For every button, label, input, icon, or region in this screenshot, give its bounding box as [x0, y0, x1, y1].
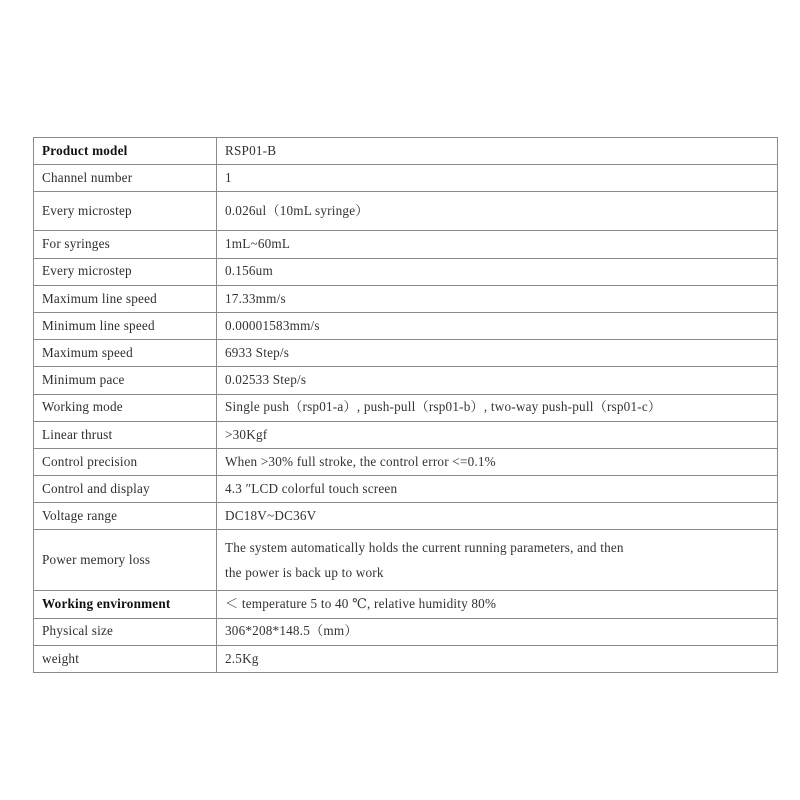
spec-value-cell: Single push（rsp01-a）, push-pull（rsp01-b）, two-way push-pull（rsp01-c）: [217, 394, 778, 421]
table-row: [34, 530, 778, 591]
spec-label-cell: Physical size: [34, 618, 217, 645]
specification-table-body: [34, 138, 778, 673]
spec-label-cell: weight: [34, 645, 217, 672]
spec-value-cell: 0.02533 Step/s: [217, 367, 778, 394]
spec-value-cell: 306*208*148.5（mm）: [217, 618, 778, 645]
table-row: [34, 231, 778, 258]
spec-label-cell: Voltage range: [34, 503, 217, 530]
table-row: [34, 192, 778, 231]
spec-label-cell: For syringes: [34, 231, 217, 258]
table-row: [34, 312, 778, 339]
table-row: [34, 394, 778, 421]
spec-value-line: The system automatically holds the current running parameters, and then: [225, 539, 624, 555]
spec-value-cell: [217, 530, 778, 591]
spec-value-cell: 2.5Kg: [217, 645, 778, 672]
table-row: [34, 367, 778, 394]
spec-value-cell: 1mL~60mL: [217, 231, 778, 258]
spec-value-cell: 4.3 ″LCD colorful touch screen: [217, 476, 778, 503]
table-row: [34, 285, 778, 312]
specification-sheet: [33, 137, 778, 673]
spec-label-cell: Linear thrust: [34, 421, 217, 448]
spec-label-cell: Channel number: [34, 165, 217, 192]
table-row: [34, 448, 778, 475]
spec-label-cell: Power memory loss: [34, 530, 217, 591]
spec-value-line: the power is back up to work: [225, 565, 384, 581]
spec-label-cell: Every microstep: [34, 192, 217, 231]
table-row: [34, 645, 778, 672]
spec-value-cell: 1: [217, 165, 778, 192]
spec-value-cell: 6933 Step/s: [217, 340, 778, 367]
spec-value-cell: 17.33mm/s: [217, 285, 778, 312]
table-row: [34, 591, 778, 618]
spec-label-cell: Control and display: [34, 476, 217, 503]
table-row: [34, 476, 778, 503]
table-row: [34, 258, 778, 285]
spec-label-cell: Every microstep: [34, 258, 217, 285]
spec-label-cell: Working mode: [34, 394, 217, 421]
spec-label-cell: Maximum speed: [34, 340, 217, 367]
table-row: [34, 165, 778, 192]
spec-value-cell: 0.156um: [217, 258, 778, 285]
spec-value-cell: DC18V~DC36V: [217, 503, 778, 530]
spec-label-cell: Minimum line speed: [34, 312, 217, 339]
spec-label-cell: Minimum pace: [34, 367, 217, 394]
spec-label-cell: Product model: [34, 138, 217, 165]
table-row: [34, 503, 778, 530]
spec-value-cell: 0.026ul（10mL syringe）: [217, 192, 778, 231]
spec-value-cell: ＜ temperature 5 to 40 ℃, relative humidity 80%: [217, 591, 778, 618]
spec-value-cell: 0.00001583mm/s: [217, 312, 778, 339]
spec-label-cell: Maximum line speed: [34, 285, 217, 312]
spec-label-cell: Working environment: [34, 591, 217, 618]
spec-value-cell: When >30% full stroke, the control error <=0.1%: [217, 448, 778, 475]
specification-table: [33, 137, 778, 673]
table-row: [34, 618, 778, 645]
table-row: [34, 340, 778, 367]
table-row: [34, 138, 778, 165]
spec-value-cell: RSP01-B: [217, 138, 778, 165]
spec-value-cell: >30Kgf: [217, 421, 778, 448]
table-row: [34, 421, 778, 448]
spec-label-cell: Control precision: [34, 448, 217, 475]
